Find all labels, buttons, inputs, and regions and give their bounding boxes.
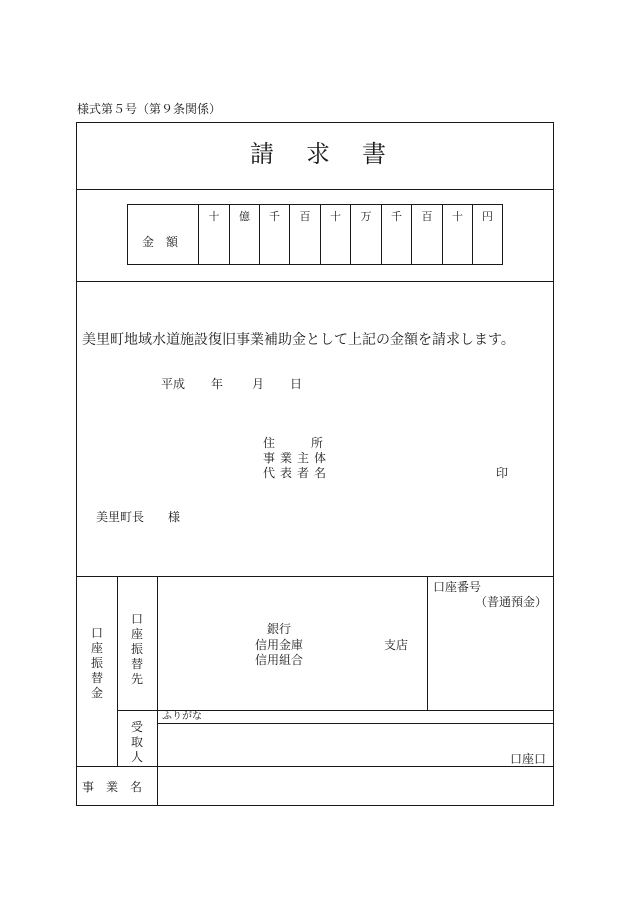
account-suffix: 口座口 (510, 752, 547, 766)
seal-mark: 印 (496, 466, 509, 480)
digit-cell[interactable]: 万 (350, 205, 381, 264)
entity-label: 事業主体 (263, 451, 332, 465)
digit-cell[interactable]: 千 (259, 205, 289, 264)
project-name-field[interactable] (158, 767, 553, 805)
bank-type-bank: 銀行 (267, 622, 292, 636)
date-month: 月 (252, 377, 265, 391)
address-label: 住 所 (263, 436, 324, 450)
document-title: 請 求 書 (250, 140, 390, 168)
form-number: 様式第５号（第９条関係） (77, 102, 222, 116)
date-day: 日 (290, 377, 303, 391)
digit-cell[interactable]: 十 (198, 205, 229, 264)
amount-table (127, 204, 503, 265)
digit-cell[interactable]: 百 (411, 205, 442, 264)
account-number-field[interactable] (428, 612, 553, 710)
addressee: 美里町長 様 (96, 510, 181, 524)
recipient-name-field[interactable] (158, 724, 553, 765)
representative-label: 代表者名 (263, 466, 332, 480)
date-era: 平成 (161, 377, 186, 391)
amount-label: 金 額 (142, 235, 179, 249)
transfer-section-label: 口 座 振 替 金 (90, 626, 103, 700)
furigana-label: ふりがな (162, 711, 202, 722)
transfer-col-divider-1 (117, 576, 118, 766)
account-number-label: 口座番号 (433, 580, 482, 594)
branch-label: 支店 (384, 638, 409, 652)
divider-statement (76, 576, 554, 577)
bank-type-shinkin: 信用金庫 (255, 638, 304, 652)
digit-cell[interactable]: 十 (442, 205, 472, 264)
date-year: 年 (211, 377, 224, 391)
digit-cell[interactable]: 百 (289, 205, 320, 264)
request-statement: 美里町地域水道施設復旧事業補助金として上記の金額を請求します。 (82, 332, 515, 348)
divider-title (76, 189, 554, 190)
destination-label: 口 座 振 替 先 (130, 612, 143, 686)
bank-type-shinkumi: 信用組合 (255, 653, 304, 667)
digit-cell[interactable]: 円 (472, 205, 502, 264)
digit-cell[interactable]: 千 (381, 205, 411, 264)
digit-cell[interactable]: 十 (320, 205, 350, 264)
account-type: （普通預金） (475, 595, 548, 609)
project-name-label: 事 業 名 (82, 780, 143, 794)
recipient-label: 受 取 人 (130, 720, 143, 764)
bank-name-field[interactable] (158, 600, 426, 710)
digit-cell[interactable]: 億 (229, 205, 259, 264)
divider-amount (76, 281, 554, 282)
